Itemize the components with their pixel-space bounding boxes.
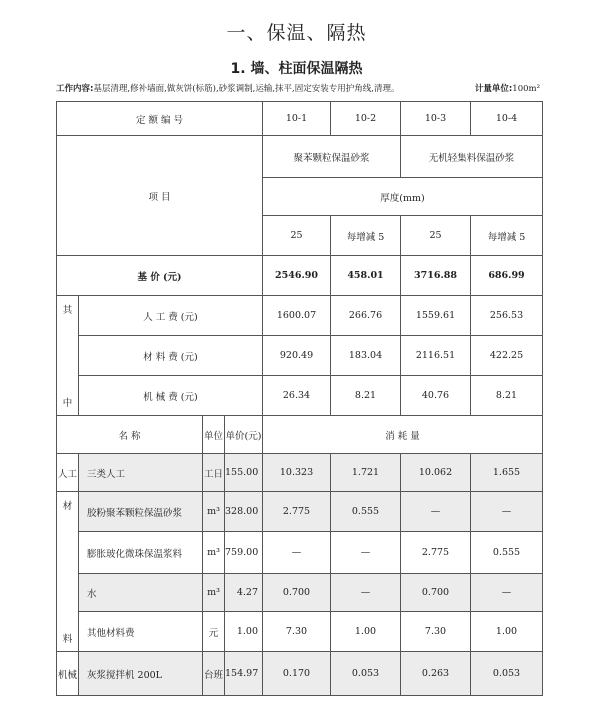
breakdown-cell: 266.76 — [331, 296, 401, 336]
thickness-cell: 每增减 5 — [471, 216, 543, 256]
material-type-b: 无机轻集料保温砂浆 — [401, 136, 543, 178]
resource-unit: 台班 — [203, 652, 225, 696]
work-content-label: 工作内容: — [56, 84, 94, 94]
consume-cell: 0.555 — [471, 532, 543, 574]
base-price-label: 基 价 (元) — [57, 256, 263, 296]
consume-cell: 2.775 — [401, 532, 471, 574]
breakdown-cell: 8.21 — [471, 376, 543, 416]
item-label: 项 目 — [57, 136, 263, 256]
material-type-a: 聚苯颗粒保温砂浆 — [263, 136, 401, 178]
consume-cell: — — [401, 492, 471, 532]
consume-cell: — — [331, 532, 401, 574]
thickness-cell: 每增减 5 — [331, 216, 401, 256]
work-content-line — [56, 82, 540, 94]
header-name: 名 称 — [57, 416, 203, 454]
among-label-top: 其 — [57, 296, 79, 336]
material-group-top: 材 — [57, 492, 79, 532]
consume-cell: 1.00 — [331, 612, 401, 652]
breakdown-label: 人 工 费 (元) — [79, 296, 263, 336]
material-group-spacer — [57, 532, 79, 574]
consume-cell: 0.170 — [263, 652, 331, 696]
resource-unit: m³ — [203, 532, 225, 574]
thickness-label: 厚度(mm) — [263, 178, 543, 216]
material-group-spacer — [57, 574, 79, 612]
unit-value: 100m² — [512, 84, 540, 94]
breakdown-row — [57, 376, 543, 416]
consume-cell: 0.700 — [263, 574, 331, 612]
material-row — [57, 574, 543, 612]
section-subtitle: 1. 墙、柱面保温隔热 — [230, 61, 363, 77]
consume-cell: 0.053 — [471, 652, 543, 696]
material-row — [57, 612, 543, 652]
code-cell: 10-1 — [263, 102, 331, 136]
header-price: 单价(元) — [225, 416, 263, 454]
breakdown-label: 机 械 费 (元) — [79, 376, 263, 416]
machine-group-label: 机械 — [57, 652, 79, 696]
resource-price: 1.00 — [225, 612, 263, 652]
material-row — [57, 532, 543, 574]
consume-cell: 0.263 — [401, 652, 471, 696]
breakdown-cell: 2116.51 — [401, 336, 471, 376]
resource-name: 其他材料费 — [79, 612, 203, 652]
breakdown-cell: 920.49 — [263, 336, 331, 376]
base-price-cell: 686.99 — [471, 256, 543, 296]
code-label: 定 额 编 号 — [57, 102, 263, 136]
breakdown-cell: 40.76 — [401, 376, 471, 416]
work-content-text: 基层清理,修补墙面,做灰饼(标筋),砂浆调制,运输,抹平,固定安装专用护角线,清理。 — [93, 84, 400, 94]
code-row — [57, 102, 543, 136]
code-cell: 10-2 — [331, 102, 401, 136]
base-price-cell: 458.01 — [331, 256, 401, 296]
resource-price: 759.00 — [225, 532, 263, 574]
resource-price: 155.00 — [225, 454, 263, 492]
breakdown-cell: 183.04 — [331, 336, 401, 376]
base-price-row — [57, 256, 543, 296]
consume-cell: 1.721 — [331, 454, 401, 492]
consume-cell: — — [471, 492, 543, 532]
consume-cell: — — [331, 574, 401, 612]
breakdown-row — [57, 296, 543, 336]
consume-cell: 10.062 — [401, 454, 471, 492]
among-label-bottom: 中 — [57, 376, 79, 416]
resource-unit: 工日 — [203, 454, 225, 492]
resource-name: 膨胀玻化微珠保温浆料 — [79, 532, 203, 574]
breakdown-cell: 26.34 — [263, 376, 331, 416]
material-group-bottom: 料 — [57, 612, 79, 652]
resource-name: 三类人工 — [79, 454, 203, 492]
resource-unit: 元 — [203, 612, 225, 652]
breakdown-cell: 422.25 — [471, 336, 543, 376]
thickness-cell: 25 — [401, 216, 471, 256]
resource-price: 328.00 — [225, 492, 263, 532]
resource-unit: m³ — [203, 492, 225, 532]
code-cell: 10-3 — [401, 102, 471, 136]
breakdown-cell: 8.21 — [331, 376, 401, 416]
base-price-cell: 3716.88 — [401, 256, 471, 296]
consume-cell: 0.053 — [331, 652, 401, 696]
thickness-cell: 25 — [263, 216, 331, 256]
resource-unit: m³ — [203, 574, 225, 612]
consumption-header-row — [57, 416, 543, 454]
material-type-row — [57, 136, 543, 178]
breakdown-row — [57, 336, 543, 376]
base-price-cell: 2546.90 — [263, 256, 331, 296]
consume-cell: 1.00 — [471, 612, 543, 652]
labor-row — [57, 454, 543, 492]
unit-info — [475, 82, 540, 94]
unit-label: 计量单位: — [474, 84, 513, 94]
resource-name: 灰浆搅拌机 200L — [79, 652, 203, 696]
material-row — [57, 492, 543, 532]
consume-cell: 0.700 — [401, 574, 471, 612]
consume-cell: 7.30 — [263, 612, 331, 652]
code-cell: 10-4 — [471, 102, 543, 136]
resource-name: 水 — [79, 574, 203, 612]
header-unit: 单位 — [203, 416, 225, 454]
consume-cell: 10.323 — [263, 454, 331, 492]
consume-cell: — — [471, 574, 543, 612]
consume-cell: 1.655 — [471, 454, 543, 492]
among-spacer — [57, 336, 79, 376]
resource-name: 胶粉聚苯颗粒保温砂浆 — [79, 492, 203, 532]
consume-cell: — — [263, 532, 331, 574]
machine-row — [57, 652, 543, 696]
resource-price: 4.27 — [225, 574, 263, 612]
quota-table — [56, 101, 543, 696]
labor-group-label: 人工 — [57, 454, 79, 492]
breakdown-label: 材 料 费 (元) — [79, 336, 263, 376]
breakdown-cell: 1559.61 — [401, 296, 471, 336]
work-content — [56, 82, 399, 94]
consume-cell: 0.555 — [331, 492, 401, 532]
consume-cell: 2.775 — [263, 492, 331, 532]
resource-price: 154.97 — [225, 652, 263, 696]
breakdown-cell: 1600.07 — [263, 296, 331, 336]
page-title: 一、保温、隔热 — [226, 22, 367, 44]
consume-cell: 7.30 — [401, 612, 471, 652]
header-consume: 消 耗 量 — [263, 416, 543, 454]
breakdown-cell: 256.53 — [471, 296, 543, 336]
